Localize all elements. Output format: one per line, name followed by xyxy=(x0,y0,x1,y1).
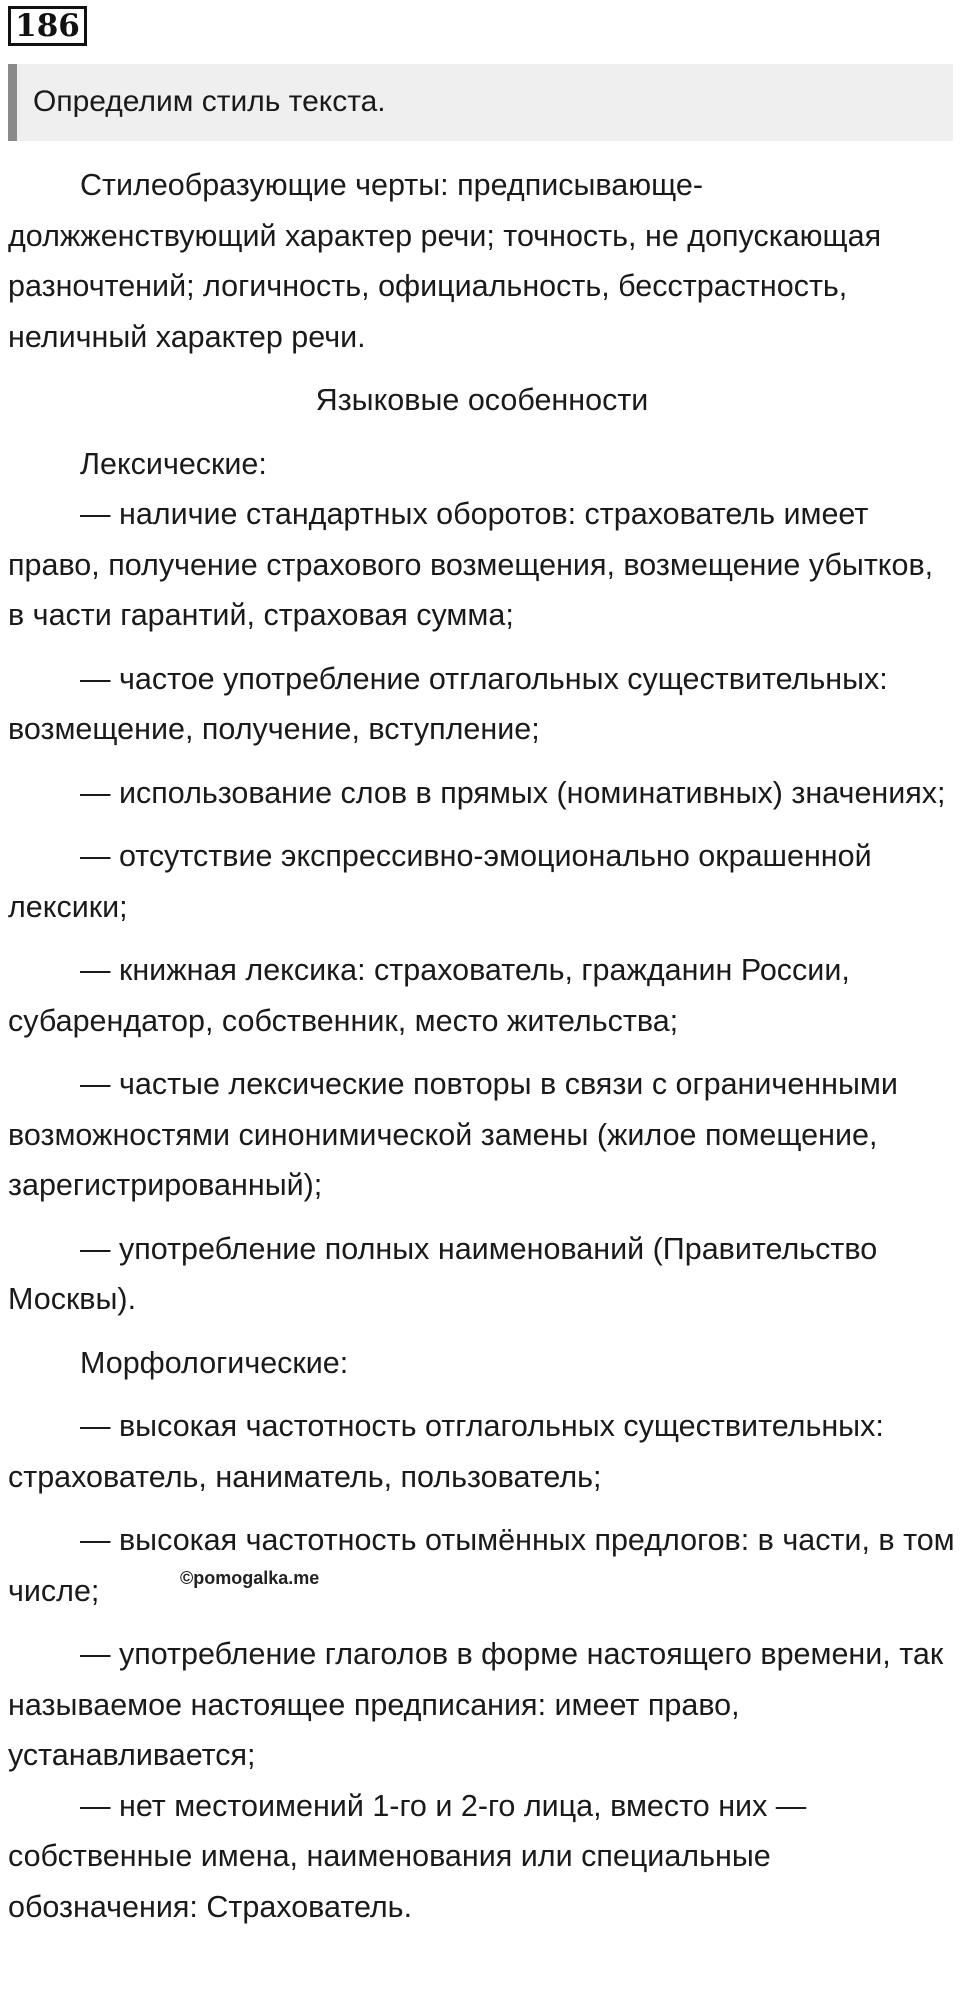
subheading-morphological: Морфологические: xyxy=(80,1345,349,1380)
subheading-language-features: Языковые особенности xyxy=(315,383,649,417)
section-header-text: Определим стиль текста. xyxy=(33,85,386,118)
answer-body xyxy=(8,160,956,1932)
task-number: 186 xyxy=(8,6,87,46)
list-item: — нет местоимений 1-го и 2-го лица, вместо них — собственные имена, наименования или специальные обозначения: Страхователь. xyxy=(8,1788,807,1924)
paragraph-style-features: Стилеобразующие черты: предписывающе-должженствующий характер речи; точность, не допускающая разночтений; логичность, официальность, бесстрастность, неличный характер речи. xyxy=(8,168,882,354)
list-item: — частые лексические повторы в связи с ограниченными возможностями синонимической замены (жилое помещение, зарегистрированный); xyxy=(8,1067,898,1202)
list-item: — высокая частотность отглагольных существительных: страхователь, наниматель, пользователь; xyxy=(8,1409,884,1494)
section-header xyxy=(8,64,953,141)
list-item: — наличие стандартных оборотов: страхователь имеет право, получение страхового возмещения, возмещение убытков, в части гарантий, страховая сумма; xyxy=(8,497,934,632)
list-item: — употребление глаголов в форме настоящего времени, так называемое настоящее предписания: имеет право, устанавливается; xyxy=(8,1637,944,1772)
list-item: — высокая частотность отымённых предлогов: в части, в том числе; xyxy=(8,1523,955,1608)
list-item: — отсутствие экспрессивно-эмоционально окрашенной лексики; xyxy=(8,839,872,924)
list-item: — употребление полных наименований (Правительство Москвы). xyxy=(8,1231,878,1316)
list-item: — использование слов в прямых (номинативных) значениях; xyxy=(80,775,946,810)
subheading-lexical: Лексические: xyxy=(80,446,267,481)
list-item: — частое употребление отглагольных существительных: возмещение, получение, вступление; xyxy=(8,661,888,746)
list-item: — книжная лексика: страхователь, гражданин России, субарендатор, собственник, место жительства; xyxy=(8,953,850,1038)
watermark: ©pomogalka.me xyxy=(180,1568,320,1588)
